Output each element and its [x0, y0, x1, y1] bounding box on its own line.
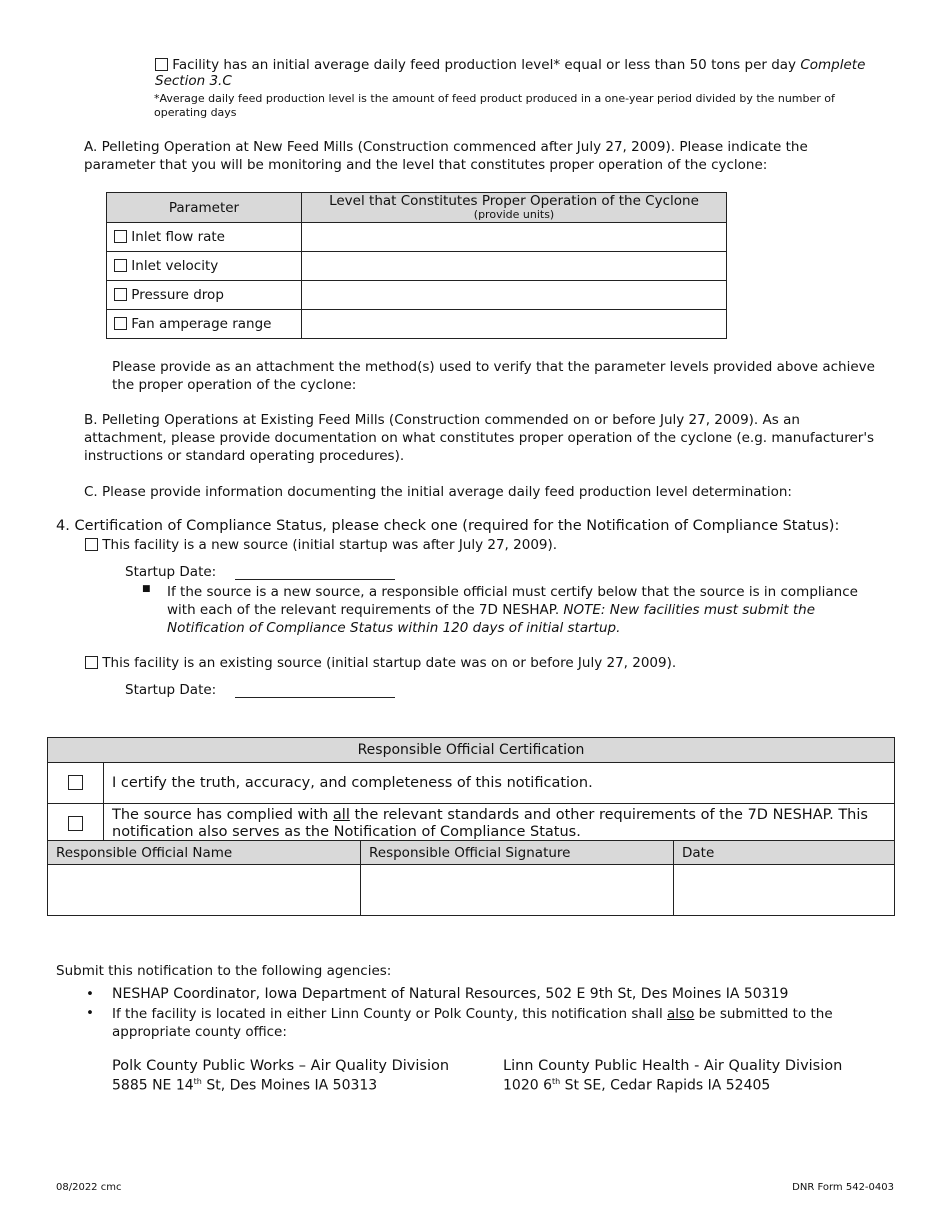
- official-name-field[interactable]: [48, 865, 361, 916]
- fan-amperage-checkbox[interactable]: [114, 317, 127, 330]
- bullet-dot-icon: •: [86, 986, 94, 1002]
- linn-addr-pre: 1020 6: [503, 1077, 552, 1094]
- new-source-bullet: [167, 583, 882, 637]
- new-source-note: NOTE: New facilities must submit the Notification of Compliance Status within 120 days of initial startup.: [167, 602, 815, 636]
- submit-intro: Submit this notification to the following agencies:: [56, 963, 392, 979]
- inlet-flow-rate-checkbox[interactable]: [114, 230, 127, 243]
- polk-addr-sup: th: [193, 1077, 202, 1086]
- footer-form-number: DNR Form 542-0403: [792, 1182, 894, 1193]
- submit-bullet-1: NESHAP Coordinator, Iowa Department of Natural Resources, 502 E 9th St, Des Moines IA 50319: [112, 986, 789, 1002]
- startup-date-existing-field[interactable]: [235, 683, 395, 698]
- date-field[interactable]: [674, 865, 895, 916]
- date-label: Date: [674, 841, 895, 865]
- linn-addr-post: St SE, Cedar Rapids IA 52405: [560, 1077, 771, 1094]
- official-signature-field[interactable]: [361, 865, 674, 916]
- parameter-label: Pressure drop: [131, 287, 224, 303]
- new-source-option: [85, 537, 885, 553]
- section-c-text: C. Please provide information documenting the initial average daily feed production level determination:: [84, 484, 792, 500]
- new-source-checkbox[interactable]: [85, 538, 98, 551]
- table-row: [107, 252, 727, 281]
- linn-addr-sup: th: [552, 1077, 561, 1086]
- feed-production-checkbox[interactable]: [155, 58, 168, 71]
- submit-bullet-2: [112, 1005, 872, 1041]
- fan-amperage-level-field[interactable]: [302, 310, 727, 339]
- polk-addr-post: St, Des Moines IA 50313: [201, 1077, 378, 1094]
- parameter-table: [106, 192, 727, 339]
- official-name-label: Responsible Official Name: [48, 841, 361, 865]
- parameter-label: Inlet velocity: [131, 258, 219, 274]
- feed-production-label: Facility has an initial average daily feed production level* equal or less than 50 tons per day: [172, 57, 797, 73]
- startup-date-label: Startup Date:: [125, 682, 217, 698]
- feed-production-option: [155, 57, 895, 89]
- startup-date-existing: [125, 682, 395, 698]
- compliance-text-pre: The source has complied with: [112, 807, 333, 823]
- inlet-velocity-checkbox[interactable]: [114, 259, 127, 272]
- linn-county-address: [503, 1077, 770, 1094]
- compliance-text-all: all: [332, 807, 350, 823]
- polk-addr-pre: 5885 NE 14: [112, 1077, 194, 1094]
- new-source-bullet-text: If the source is a new source, a responsible official must certify below that the source is in compliance with each of the relevant requirements of the 7D NESHAP.: [167, 584, 858, 618]
- section-a-text: A. Pelleting Operation at New Feed Mills (Construction commenced after July 27, 2009). Please indicate the parameter that you will be monitoring and the level that constitutes proper operation of the cyclone:: [84, 139, 808, 173]
- parameter-label: Fan amperage range: [131, 316, 272, 332]
- startup-date-label: Startup Date:: [125, 564, 217, 580]
- bullet-2-also: also: [667, 1006, 695, 1022]
- level-header-title: Level that Constitutes Proper Operation of the Cyclone: [329, 193, 699, 209]
- section-4-heading: 4. Certification of Compliance Status, please check one (required for the Notification of Compliance Status):: [56, 518, 840, 534]
- bullet-square-icon: ■: [142, 584, 151, 594]
- level-header-units: (provide units): [473, 208, 555, 221]
- certification-title: Responsible Official Certification: [48, 738, 895, 763]
- official-info-table: [47, 840, 895, 916]
- pressure-drop-level-field[interactable]: [302, 281, 727, 310]
- certify-compliance-checkbox[interactable]: [68, 816, 83, 831]
- table-row: [107, 223, 727, 252]
- polk-county-name: Polk County Public Works – Air Quality Division: [112, 1058, 450, 1074]
- startup-date-new-field[interactable]: [235, 565, 395, 580]
- existing-source-label: This facility is an existing source (initial startup date was on or before July 27, 2009).: [102, 655, 677, 671]
- feed-production-footnote: *Average daily feed production level is the amount of feed product produced in a one-year period divided by the number of operating days: [154, 92, 835, 119]
- certify-truth-statement: I certify the truth, accuracy, and completeness of this notification.: [104, 763, 895, 804]
- pressure-drop-checkbox[interactable]: [114, 288, 127, 301]
- certify-truth-checkbox[interactable]: [68, 775, 83, 790]
- certify-compliance-statement: [104, 804, 895, 845]
- compliance-text-post: the relevant standards and other requirements of the 7D NESHAP. This notification also serves as the Notification of Compliance Status.: [112, 807, 868, 840]
- linn-county-name: Linn County Public Health - Air Quality Division: [503, 1058, 843, 1074]
- bullet-2-post: be submitted to the appropriate county office:: [112, 1006, 833, 1040]
- certification-table: [47, 737, 895, 845]
- polk-county-address: [112, 1077, 377, 1094]
- level-header: [302, 193, 727, 223]
- existing-source-option: [85, 655, 885, 671]
- inlet-velocity-level-field[interactable]: [302, 252, 727, 281]
- section-a-attachment-text: Please provide as an attachment the method(s) used to verify that the parameter levels provided above achieve the proper operation of the cyclone:: [112, 359, 875, 393]
- feed-production-instruction: Complete Section 3.C: [155, 57, 866, 89]
- startup-date-new: [125, 564, 395, 580]
- official-signature-label: Responsible Official Signature: [361, 841, 674, 865]
- existing-source-checkbox[interactable]: [85, 656, 98, 669]
- table-row: [107, 281, 727, 310]
- parameter-header: Parameter: [107, 193, 302, 223]
- footer-date: 08/2022 cmc: [56, 1182, 122, 1193]
- parameter-label: Inlet flow rate: [131, 229, 225, 245]
- bullet-dot-icon: •: [86, 1005, 94, 1021]
- inlet-flow-rate-level-field[interactable]: [302, 223, 727, 252]
- table-row: [107, 310, 727, 339]
- section-b-text: B. Pelleting Operations at Existing Feed Mills (Construction commended on or before July 27, 2009). As an attachment, please provide documentation on what constitutes proper operation of the cyclone (e.g. manufacturer's instructions or standard operating procedures).: [84, 412, 875, 464]
- new-source-label: This facility is a new source (initial startup was after July 27, 2009).: [102, 537, 558, 553]
- bullet-2-pre: If the facility is located in either Linn County or Polk County, this notification shall: [112, 1006, 668, 1022]
